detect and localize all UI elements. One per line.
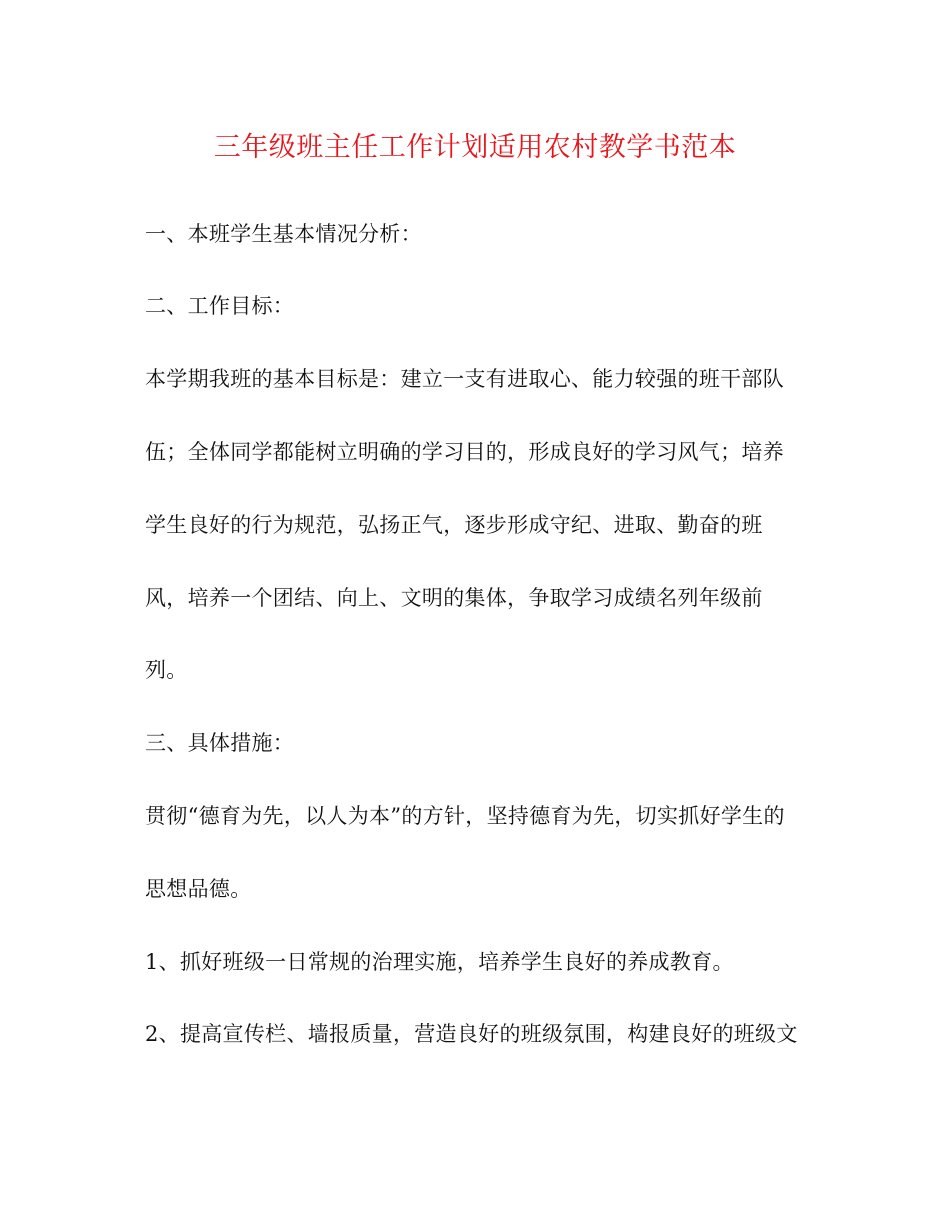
paragraph-line: 三、具体措施： xyxy=(145,731,295,755)
paragraph-line: 一、本班学生基本情况分析： xyxy=(145,222,422,246)
paragraph-line: 学生良好的行为规范，弘扬正气，逐步形成守纪、进取、勤奋的班 xyxy=(145,513,763,537)
paragraph-line: 风，培养一个团结、向上、文明的集体，争取学习成绩名列年级前 xyxy=(145,586,763,610)
document-title: 三年级班主任工作计划适用农村教学书范本 xyxy=(213,132,737,163)
paragraph-line: 列。 xyxy=(145,658,188,682)
paragraph-line: 二、工作目标： xyxy=(145,294,295,318)
paragraph-line: 2、提高宣传栏、墙报质量，营造良好的班级氛围，构建良好的班级文 xyxy=(145,1022,798,1046)
paragraph-line: 本学期我班的基本目标是：建立一支有进取心、能力较强的班干部队 xyxy=(145,367,784,391)
paragraph-line: 贯彻“德育为先，以人为本”的方针，坚持德育为先，切实抓好学生的 xyxy=(145,804,785,828)
paragraph-line: 伍；全体同学都能树立明确的学习目的，形成良好的学习风气；培养 xyxy=(145,440,784,464)
paragraph-line: 思想品德。 xyxy=(145,877,252,901)
paragraph-line: 1、抓好班级一日常规的治理实施，培养学生良好的养成教育。 xyxy=(145,950,734,974)
